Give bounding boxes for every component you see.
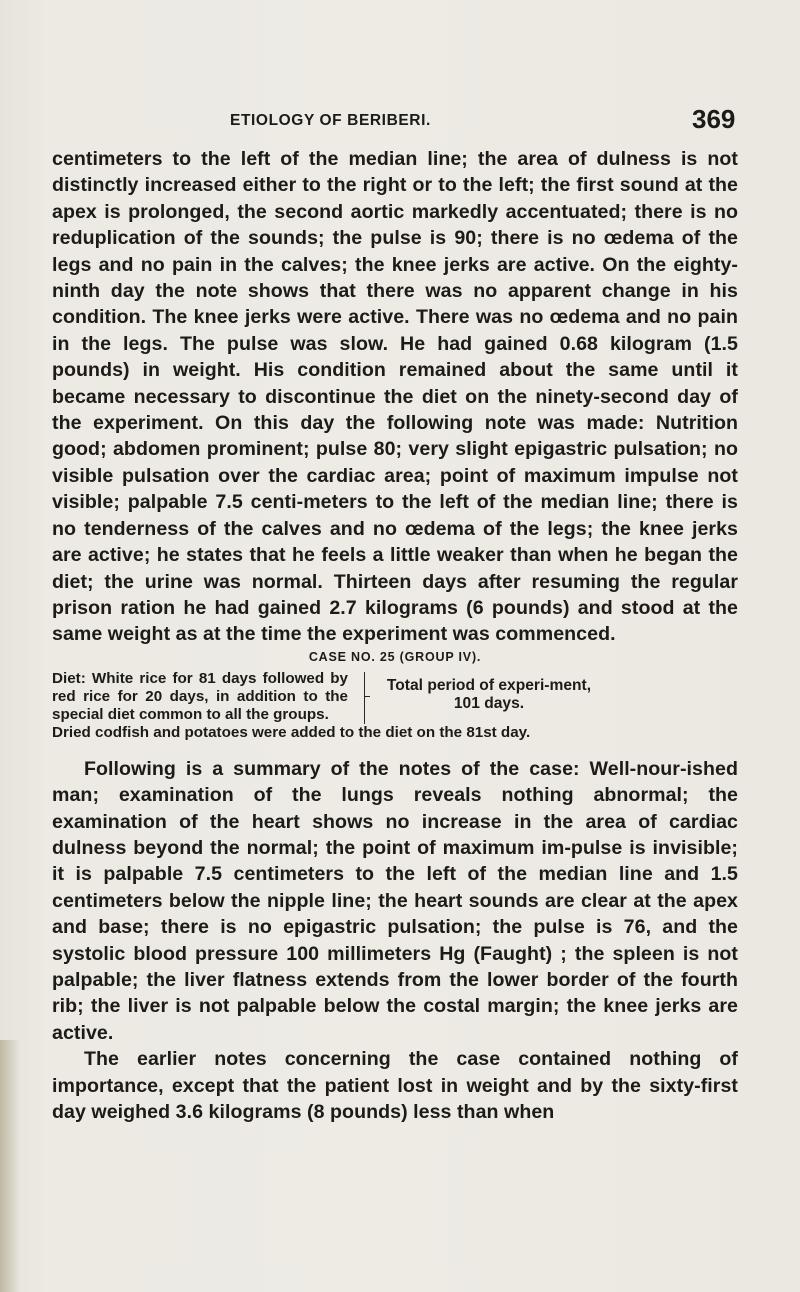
page-number: 369 [692, 104, 736, 134]
paragraph-continued: centimeters to the left of the median line; the area of dulness is not distinctly increased either to the right or to the left; the first sound at the apex is prolonged, the second aortic markedly accentuated; there is no reduplication of the sounds; the pulse is 90; there is no œdema of the legs and no pain in the calves; the knee jerks are active. On the eighty-ninth day the note shows that there was no apparent change in his condition. The knee jerks were active. There was no œdema and no pain in the legs. The pulse was slow. He had gained 0.68 kilogram (1.5 pounds) in weight. His condition remained about the same until it became necessary to discontinue the diet on the ninety-second day of the experiment. On this day the following note was made: Nutrition good; abdomen prominent; pulse 80; very slight epigastric pulsation; no visible pulsation over the cardiac area; point of maximum impulse not visible; palpable 7.5 centi-meters to the left of the median line; there is no tenderness of the calves and no œdema of the legs; the knee jerks are active; he states that he feels a little weaker than when he began the diet; the urine was normal. Thirteen days after resuming the regular prison ration he had gained 2.7 kilograms (6 pounds) and stood at the same weight as at the time the experiment was commenced. [52, 148, 738, 646]
body-text [52, 146, 738, 1125]
total-period: Total period of experi-ment, 101 days. [386, 676, 592, 712]
diet-description: Diet: White rice for 81 days followed by red rice for 20 days, in addition to the special diet common to all the groups. [52, 669, 348, 723]
page-header [0, 104, 800, 144]
case-heading: CASE NO. 25 (GROUP IV). [308, 649, 482, 664]
diet-note: Dried codfish and potatoes were added to the diet on the 81st day. [52, 723, 531, 741]
brace-divider [354, 672, 365, 724]
page-binding-shadow [0, 1040, 20, 1292]
earlier-notes-paragraph: The earlier notes concerning the case contained nothing of importance, except that the patient lost in weight and by the sixty-first day weighed 3.6 kilograms (8 pounds) less than when [52, 1048, 738, 1123]
running-head: ETIOLOGY OF BERIBERI. [230, 112, 431, 129]
diet-block [52, 670, 738, 756]
summary-paragraph: Following is a summary of the notes of the case: Well-nour-ished man; examination of the lungs reveals nothing abnormal; the examination of the heart shows no increase in the area of cardiac dulness beyond the normal; the point of maximum im-pulse is invisible; it is palpable 7.5 centimeters to the left of the median line and 1.5 centimeters below the nipple line; the heart sounds are clear at the apex and base; there is no epigastric pulsation; the pulse is 76, and the systolic blood pressure 100 millimeters Hg (Faught) ; the spleen is not palpable; the liver flatness extends from the lower border of the fourth rib; the liver is not palpable below the costal margin; the knee jerks are active. [52, 757, 738, 1044]
